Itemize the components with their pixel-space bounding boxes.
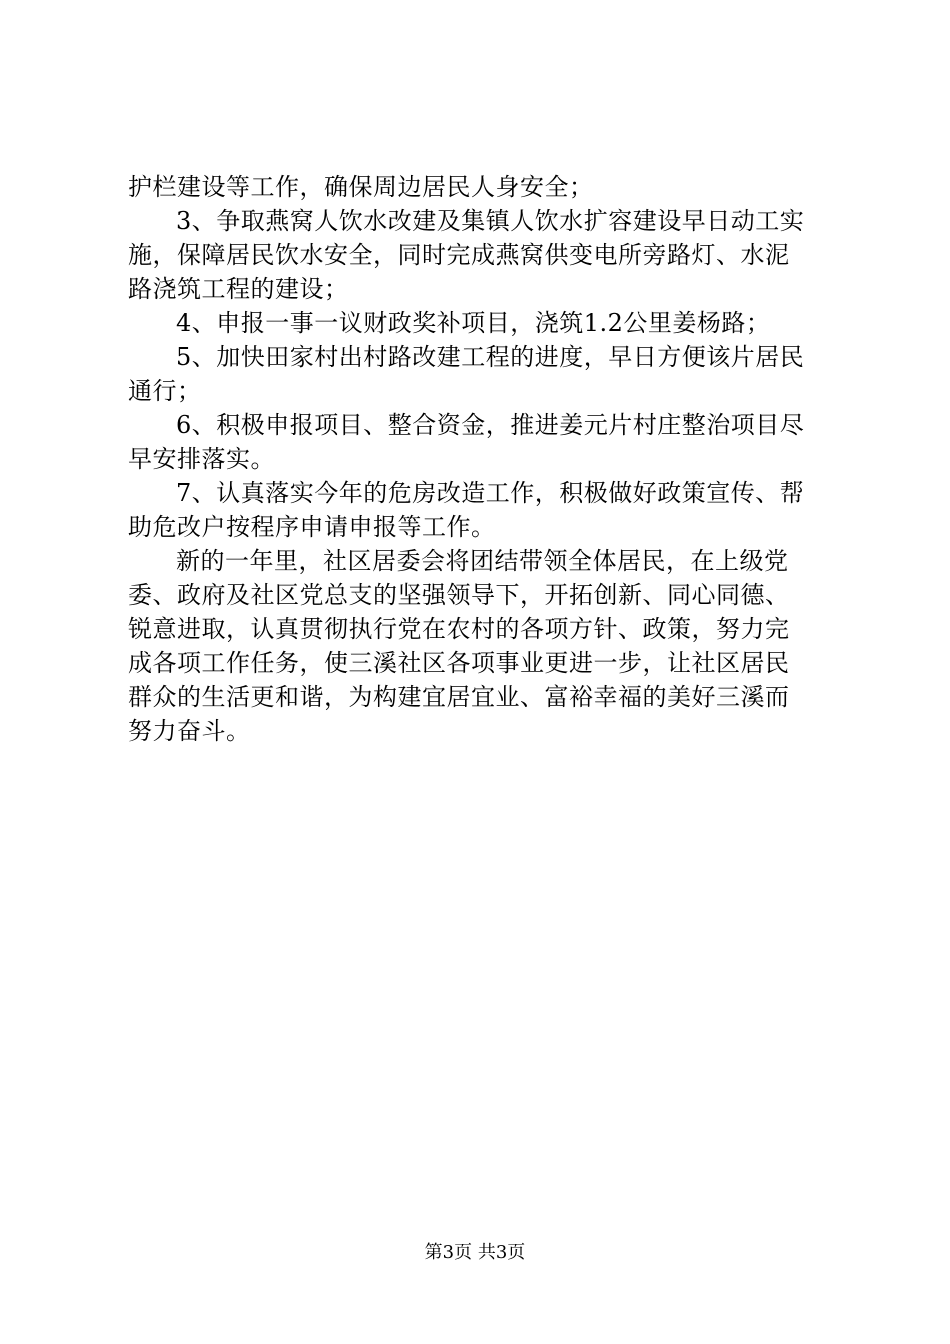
text-line: 路浇筑工程的建设； — [128, 275, 349, 303]
text-line: 护栏建设等工作，确保周边居民人身安全； — [128, 173, 594, 201]
text-line: 7、认真落实今年的危房改造工作，积极做好政策宣传、帮 — [176, 479, 805, 507]
page-number-footer: 第3页 共3页 — [424, 1242, 526, 1263]
text-line: 努力奋斗。 — [128, 717, 251, 745]
text-line: 成各项工作任务，使三溪社区各项事业更进一步，让社区居民 — [128, 649, 790, 677]
text-line: 助危改户按程序申请申报等工作。 — [128, 513, 496, 541]
text-line: 早安排落实。 — [128, 445, 275, 473]
text-line: 6、积极申报项目、整合资金，推进姜元片村庄整治项目尽 — [176, 411, 805, 439]
text-line: 5、加快田家村出村路改建工程的进度，早日方便该片居民 — [176, 343, 805, 371]
text-line: 施，保障居民饮水安全，同时完成燕窝供变电所旁路灯、水泥 — [128, 241, 790, 269]
text-line: 委、政府及社区党总支的坚强领导下，开拓创新、同心同德、 — [128, 581, 790, 609]
text-line: 通行； — [128, 377, 202, 405]
text-line: 新的一年里，社区居委会将团结带领全体居民，在上级党 — [176, 547, 789, 575]
text-line: 锐意进取，认真贯彻执行党在农村的各项方针、政策，努力完 — [128, 615, 790, 643]
document-body — [128, 170, 830, 748]
text-line: 3、争取燕窝人饮水改建及集镇人饮水扩容建设早日动工实 — [176, 207, 805, 235]
text-line: 群众的生活更和谐，为构建宜居宜业、富裕幸福的美好三溪而 — [128, 683, 790, 711]
text-line: 4、申报一事一议财政奖补项目，浇筑1.2公里姜杨路； — [176, 309, 771, 337]
